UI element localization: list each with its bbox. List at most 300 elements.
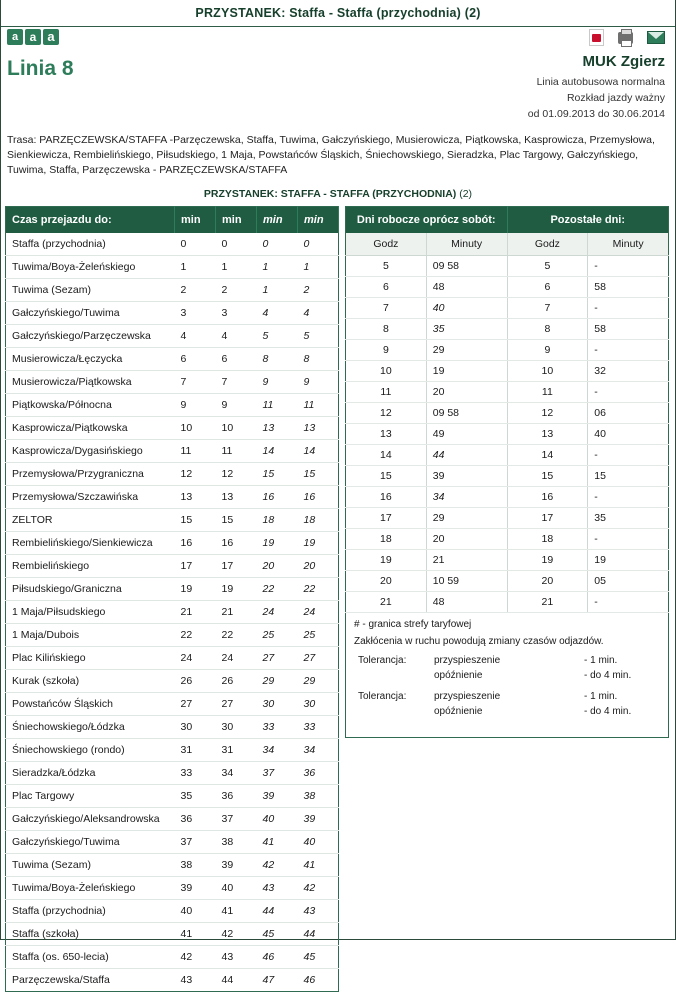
travel-minutes: 42 <box>175 946 216 969</box>
table-row <box>6 325 339 348</box>
hour-weekday: 19 <box>346 550 427 571</box>
table-row <box>6 302 339 325</box>
travel-minutes: 20 <box>298 555 339 578</box>
departures-column <box>345 206 669 738</box>
hour-weekday: 12 <box>346 403 427 424</box>
tolerance-kind: przyspieszenie <box>434 691 501 702</box>
stop-name: Kasprowicza/Piątkowska <box>6 417 175 440</box>
travel-minutes: 26 <box>216 670 257 693</box>
travel-minutes: 34 <box>216 762 257 785</box>
travel-minutes: 38 <box>216 831 257 854</box>
minutes-other: 40 <box>588 424 669 445</box>
tolerance-row <box>354 670 660 681</box>
travel-minutes: 25 <box>257 624 298 647</box>
travel-minutes: 15 <box>175 509 216 532</box>
travel-minutes: 14 <box>298 440 339 463</box>
travel-minutes: 9 <box>298 371 339 394</box>
travel-minutes: 16 <box>298 486 339 509</box>
table-row <box>346 466 669 487</box>
travel-minutes: 30 <box>298 693 339 716</box>
table-row <box>346 361 669 382</box>
hour-other: 13 <box>507 424 588 445</box>
travel-minutes: 25 <box>298 624 339 647</box>
minutes-other: - <box>588 256 669 277</box>
travel-minutes: 11 <box>175 440 216 463</box>
stop-name: Plac Targowy <box>6 785 175 808</box>
minutes-other: - <box>588 445 669 466</box>
travel-minutes: 24 <box>175 647 216 670</box>
travel-minutes: 36 <box>298 762 339 785</box>
font-size-medium-button[interactable]: a <box>25 29 41 45</box>
hour-weekday: 9 <box>346 340 427 361</box>
travel-minutes: 13 <box>216 486 257 509</box>
tolerance-label: Tolerancja: <box>358 655 407 666</box>
hour-weekday: 10 <box>346 361 427 382</box>
travel-minutes: 33 <box>175 762 216 785</box>
hour-other: 15 <box>507 466 588 487</box>
tolerance-blocks <box>354 655 660 717</box>
table-row <box>346 508 669 529</box>
table-row <box>346 550 669 571</box>
travel-minutes: 8 <box>298 348 339 371</box>
hour-other: 18 <box>507 529 588 550</box>
departures-body <box>346 233 669 613</box>
travel-minutes: 33 <box>257 716 298 739</box>
hour-other: 7 <box>507 298 588 319</box>
route-description: Trasa: PARZĘCZEWSKA/STAFFA -Parzęczewska, Staffa, Tuwima, Gałczyńskiego, Musierowicza, Piątkowska, Kasprowicza, Przemysłowa, Sienkiewicza, Rembielińskiego, Piłsudskiego, 1 Maja, Powstańców Śląskich, Śniechowskiego, Sieradzka, Plac Targowy, Gałczyńskiego, Tuwima, Staffa, Parzęczewska - PARZĘCZEWSKA/STAFFA <box>7 134 655 176</box>
hour-other: 5 <box>507 256 588 277</box>
table-row <box>6 486 339 509</box>
travel-minutes: 21 <box>216 601 257 624</box>
travel-minutes: 24 <box>257 601 298 624</box>
stop-name: Staffa (przychodnia) <box>6 233 175 256</box>
travel-time-col-min-4: min <box>298 207 339 234</box>
travel-minutes: 37 <box>257 762 298 785</box>
travel-minutes: 22 <box>216 624 257 647</box>
travel-minutes: 19 <box>175 578 216 601</box>
minutes-other: - <box>588 382 669 403</box>
travel-minutes: 44 <box>257 900 298 923</box>
subheader-hour-1: Godz <box>346 233 427 256</box>
line-title: Linia 8 <box>7 57 74 80</box>
note-traffic: Zakłócenia w ruchu powodują zmiany czasów odjazdów. <box>354 636 604 647</box>
tolerance-value: - do 4 min. <box>584 670 632 681</box>
travel-minutes: 34 <box>257 739 298 762</box>
content-area <box>1 206 675 992</box>
travel-minutes: 1 <box>216 256 257 279</box>
table-row <box>6 854 339 877</box>
travel-minutes: 1 <box>175 256 216 279</box>
travel-minutes: 30 <box>175 716 216 739</box>
travel-minutes: 35 <box>175 785 216 808</box>
table-row <box>6 831 339 854</box>
travel-minutes: 19 <box>216 578 257 601</box>
tolerance-block <box>354 691 660 717</box>
travel-minutes: 18 <box>298 509 339 532</box>
stop-subtitle <box>1 182 675 206</box>
travel-minutes: 29 <box>298 670 339 693</box>
table-row <box>346 382 669 403</box>
travel-minutes: 38 <box>175 854 216 877</box>
table-row <box>346 571 669 592</box>
table-row <box>6 785 339 808</box>
tolerance-block <box>354 655 660 681</box>
tolerance-value: - 1 min. <box>584 691 618 702</box>
travel-minutes: 43 <box>180 974 193 986</box>
minutes-other: - <box>588 592 669 613</box>
travel-time-table <box>5 206 339 992</box>
operator-name: MUK Zgierz <box>582 53 665 70</box>
stop-name: Staffa (szkoła) <box>6 923 175 946</box>
travel-minutes: 2 <box>298 279 339 302</box>
table-row <box>6 509 339 532</box>
table-row <box>6 877 339 900</box>
table-row <box>6 739 339 762</box>
minutes-other: 19 <box>588 550 669 571</box>
travel-minutes: 39 <box>175 877 216 900</box>
table-row <box>346 403 669 424</box>
hour-other: 17 <box>507 508 588 529</box>
travel-minutes: 18 <box>257 509 298 532</box>
minutes-other: 58 <box>588 277 669 298</box>
table-row <box>6 256 339 279</box>
travel-minutes: 39 <box>298 808 339 831</box>
travel-minutes: 15 <box>298 463 339 486</box>
hour-other: 19 <box>507 550 588 571</box>
tolerance-kind: przyspieszenie <box>434 655 501 666</box>
stop-name: ZELTOR <box>6 509 175 532</box>
travel-minutes: 42 <box>257 854 298 877</box>
table-row <box>6 923 339 946</box>
hour-other: 20 <box>507 571 588 592</box>
travel-minutes: 30 <box>257 693 298 716</box>
operator-details <box>528 76 665 120</box>
table-row <box>346 424 669 445</box>
table-row <box>346 445 669 466</box>
travel-minutes: 10 <box>175 417 216 440</box>
minutes-weekday: 34 <box>426 487 507 508</box>
stop-name: Staffa (os. 650-lecia) <box>6 946 175 969</box>
group-header-other-days: Pozostałe dni: <box>507 207 669 234</box>
table-row <box>6 348 339 371</box>
travel-minutes: 19 <box>298 532 339 555</box>
travel-minutes: 33 <box>298 716 339 739</box>
travel-minutes: 43 <box>298 900 339 923</box>
stop-subtitle-number: (2) <box>459 188 473 200</box>
travel-minutes: 38 <box>298 785 339 808</box>
travel-minutes: 41 <box>257 831 298 854</box>
travel-minutes: 14 <box>257 440 298 463</box>
travel-minutes: 39 <box>216 854 257 877</box>
table-row <box>346 592 669 613</box>
table-row <box>6 900 339 923</box>
tolerance-label: Tolerancja: <box>358 691 407 702</box>
hour-weekday: 8 <box>346 319 427 340</box>
stop-name: Kurak (szkoła) <box>6 670 175 693</box>
travel-minutes: 47 <box>262 974 275 986</box>
travel-minutes: 36 <box>175 808 216 831</box>
travel-minutes: 16 <box>257 486 298 509</box>
operator-block <box>528 53 665 120</box>
minutes-other: 15 <box>588 466 669 487</box>
table-row <box>6 233 339 256</box>
travel-minutes: 16 <box>175 532 216 555</box>
travel-minutes: 27 <box>216 693 257 716</box>
travel-minutes: 39 <box>257 785 298 808</box>
travel-minutes: 3 <box>175 302 216 325</box>
travel-minutes: 29 <box>257 670 298 693</box>
font-size-large-button[interactable]: a <box>43 29 59 45</box>
minutes-weekday: 49 <box>426 424 507 445</box>
table-row <box>6 647 339 670</box>
table-row <box>346 256 669 277</box>
travel-minutes: 6 <box>175 348 216 371</box>
travel-minutes: 24 <box>216 647 257 670</box>
travel-minutes: 37 <box>216 808 257 831</box>
travel-minutes: 27 <box>298 647 339 670</box>
travel-minutes: 5 <box>257 325 298 348</box>
travel-minutes: 13 <box>257 417 298 440</box>
subheader-minutes-1: Minuty <box>426 233 507 256</box>
travel-minutes: 45 <box>298 946 339 969</box>
hour-other: 6 <box>507 277 588 298</box>
table-row <box>6 969 339 992</box>
stop-name: Musierowicza/Łęczycka <box>6 348 175 371</box>
travel-minutes: 21 <box>175 601 216 624</box>
hour-other: 14 <box>507 445 588 466</box>
travel-minutes: 17 <box>216 555 257 578</box>
hour-other: 12 <box>507 403 588 424</box>
travel-minutes: 43 <box>216 946 257 969</box>
travel-minutes: 11 <box>298 394 339 417</box>
table-row <box>6 808 339 831</box>
travel-minutes: 31 <box>175 739 216 762</box>
stop-name: Śniechowskiego/Łódzka <box>6 716 175 739</box>
stop-name: Przemysłowa/Przygraniczna <box>6 463 175 486</box>
hour-weekday: 6 <box>346 277 427 298</box>
travel-time-col-min-2: min <box>216 207 257 234</box>
travel-minutes: 2 <box>216 279 257 302</box>
hour-weekday: 5 <box>346 256 427 277</box>
tolerance-label <box>354 706 434 717</box>
minutes-weekday: 35 <box>426 319 507 340</box>
subheader-minutes-2: Minuty <box>588 233 669 256</box>
validity-label: Rozkład jazdy ważny <box>566 92 665 104</box>
travel-minutes: 34 <box>298 739 339 762</box>
table-row <box>6 394 339 417</box>
stop-name: Tuwima (Sezam) <box>6 279 175 302</box>
subheader-hour-2: Godz <box>507 233 588 256</box>
travel-minutes: 2 <box>175 279 216 302</box>
travel-minutes: 22 <box>257 578 298 601</box>
minutes-weekday: 44 <box>426 445 507 466</box>
minutes-other: 58 <box>588 319 669 340</box>
stop-name: Piątkowska/Północna <box>6 394 175 417</box>
minutes-weekday: 29 <box>426 508 507 529</box>
travel-minutes: 9 <box>216 394 257 417</box>
travel-time-col-stop: Czas przejazdu do: <box>6 207 175 234</box>
travel-minutes: 27 <box>257 647 298 670</box>
travel-minutes: 46 <box>303 974 316 986</box>
departures-subheader-row <box>346 233 669 256</box>
stop-subtitle-text: PRZYSTANEK: STAFFA - STAFFA (PRZYCHODNIA) <box>203 188 457 200</box>
travel-minutes: 42 <box>216 923 257 946</box>
stop-name: Staffa (przychodnia) <box>6 900 175 923</box>
table-row <box>6 716 339 739</box>
travel-minutes: 40 <box>298 831 339 854</box>
pdf-icon[interactable] <box>589 29 604 46</box>
table-row <box>346 340 669 361</box>
hour-other: 10 <box>507 361 588 382</box>
table-row <box>6 279 339 302</box>
tolerance-row <box>354 706 660 717</box>
travel-time-col-min-1: min <box>175 207 216 234</box>
minutes-weekday: 40 <box>426 298 507 319</box>
hour-weekday: 15 <box>346 466 427 487</box>
travel-minutes: 13 <box>175 486 216 509</box>
font-size-controls[interactable] <box>7 29 59 45</box>
stop-name: Gałczyńskiego/Parzęczewska <box>6 325 175 348</box>
travel-minutes: 41 <box>298 854 339 877</box>
travel-minutes: 13 <box>298 417 339 440</box>
minutes-other: - <box>588 529 669 550</box>
hour-weekday: 21 <box>346 592 427 613</box>
travel-minutes: 36 <box>216 785 257 808</box>
minutes-weekday: 10 59 <box>426 571 507 592</box>
hour-other: 9 <box>507 340 588 361</box>
minutes-other: - <box>588 340 669 361</box>
travel-minutes: 11 <box>257 394 298 417</box>
hour-weekday: 13 <box>346 424 427 445</box>
minutes-weekday: 39 <box>426 466 507 487</box>
travel-minutes: 7 <box>216 371 257 394</box>
table-row <box>6 601 339 624</box>
minutes-other: 35 <box>588 508 669 529</box>
travel-minutes: 1 <box>298 256 339 279</box>
stop-name: Powstańców Śląskich <box>6 693 175 716</box>
travel-minutes: 4 <box>298 302 339 325</box>
stop-name: Sieradzka/Łódzka <box>6 762 175 785</box>
travel-minutes: 0 <box>257 233 298 256</box>
hour-other: 8 <box>507 319 588 340</box>
tolerance-kind: opóźnienie <box>434 670 483 681</box>
tolerance-row <box>354 691 660 702</box>
stop-name: 1 Maja/Piłsudskiego <box>6 601 175 624</box>
travel-minutes: 40 <box>175 900 216 923</box>
travel-minutes: 7 <box>175 371 216 394</box>
travel-minutes: 6 <box>216 348 257 371</box>
table-row <box>346 487 669 508</box>
travel-minutes: 41 <box>216 900 257 923</box>
minutes-other: - <box>588 487 669 508</box>
travel-minutes: 27 <box>175 693 216 716</box>
stop-name: Rembielińskiego <box>6 555 175 578</box>
tolerance-kind: opóźnienie <box>434 706 483 717</box>
travel-minutes: 26 <box>175 670 216 693</box>
hour-weekday: 17 <box>346 508 427 529</box>
travel-minutes: 12 <box>175 463 216 486</box>
hour-weekday: 16 <box>346 487 427 508</box>
table-row <box>6 463 339 486</box>
minutes-other: 05 <box>588 571 669 592</box>
travel-minutes: 30 <box>216 716 257 739</box>
tolerance-label <box>354 670 434 681</box>
minutes-weekday: 09 58 <box>426 256 507 277</box>
travel-minutes: 4 <box>175 325 216 348</box>
stop-name: Parzęczewska/Staffa <box>12 974 110 986</box>
travel-minutes: 41 <box>175 923 216 946</box>
travel-minutes: 4 <box>216 325 257 348</box>
minutes-weekday: 20 <box>426 382 507 403</box>
tolerance-row <box>354 655 660 666</box>
travel-minutes: 0 <box>298 233 339 256</box>
stop-name: Przemysłowa/Szczawińska <box>6 486 175 509</box>
travel-minutes: 0 <box>175 233 216 256</box>
table-row <box>6 670 339 693</box>
minutes-weekday: 48 <box>426 592 507 613</box>
travel-minutes: 4 <box>257 302 298 325</box>
printer-icon[interactable] <box>618 32 633 44</box>
stop-name: Tuwima/Boya-Żeleńskiego <box>6 256 175 279</box>
travel-time-body <box>6 233 339 992</box>
travel-time-col-min-3: min <box>257 207 298 234</box>
table-row <box>6 762 339 785</box>
toolbar <box>1 27 675 53</box>
minutes-other: 32 <box>588 361 669 382</box>
stop-name: Kasprowicza/Dygasińskiego <box>6 440 175 463</box>
table-row <box>6 624 339 647</box>
travel-minutes: 42 <box>298 877 339 900</box>
travel-minutes: 22 <box>298 578 339 601</box>
font-size-small-button[interactable]: a <box>7 29 23 45</box>
travel-minutes: 16 <box>216 532 257 555</box>
minutes-weekday: 29 <box>426 340 507 361</box>
travel-minutes: 0 <box>216 233 257 256</box>
tolerance-value: - do 4 min. <box>584 706 632 717</box>
travel-minutes: 40 <box>257 808 298 831</box>
travel-minutes: 15 <box>257 463 298 486</box>
hour-weekday: 18 <box>346 529 427 550</box>
departures-group-header-row <box>346 207 669 234</box>
hour-other: 21 <box>507 592 588 613</box>
travel-minutes: 37 <box>175 831 216 854</box>
stop-name: Tuwima (Sezam) <box>6 854 175 877</box>
travel-minutes: 19 <box>257 532 298 555</box>
table-row <box>346 277 669 298</box>
table-row <box>6 578 339 601</box>
table-row <box>346 298 669 319</box>
stop-name: 1 Maja/Dubois <box>6 624 175 647</box>
hour-weekday: 14 <box>346 445 427 466</box>
travel-minutes: 44 <box>298 923 339 946</box>
travel-minutes: 1 <box>257 279 298 302</box>
minutes-weekday: 20 <box>426 529 507 550</box>
toolbar-icons <box>589 29 665 46</box>
mail-icon[interactable] <box>647 31 665 44</box>
travel-minutes: 40 <box>216 877 257 900</box>
table-row <box>6 371 339 394</box>
travel-minutes: 20 <box>257 555 298 578</box>
hour-weekday: 20 <box>346 571 427 592</box>
travel-minutes: 11 <box>216 440 257 463</box>
stop-name: Gałczyńskiego/Tuwima <box>6 831 175 854</box>
top-bar <box>1 0 675 27</box>
line-type: Linia autobusowa normalna <box>536 76 665 88</box>
minutes-weekday: 09 58 <box>426 403 507 424</box>
departures-table <box>345 206 669 613</box>
travel-minutes: 1 <box>257 256 298 279</box>
hour-weekday: 11 <box>346 382 427 403</box>
